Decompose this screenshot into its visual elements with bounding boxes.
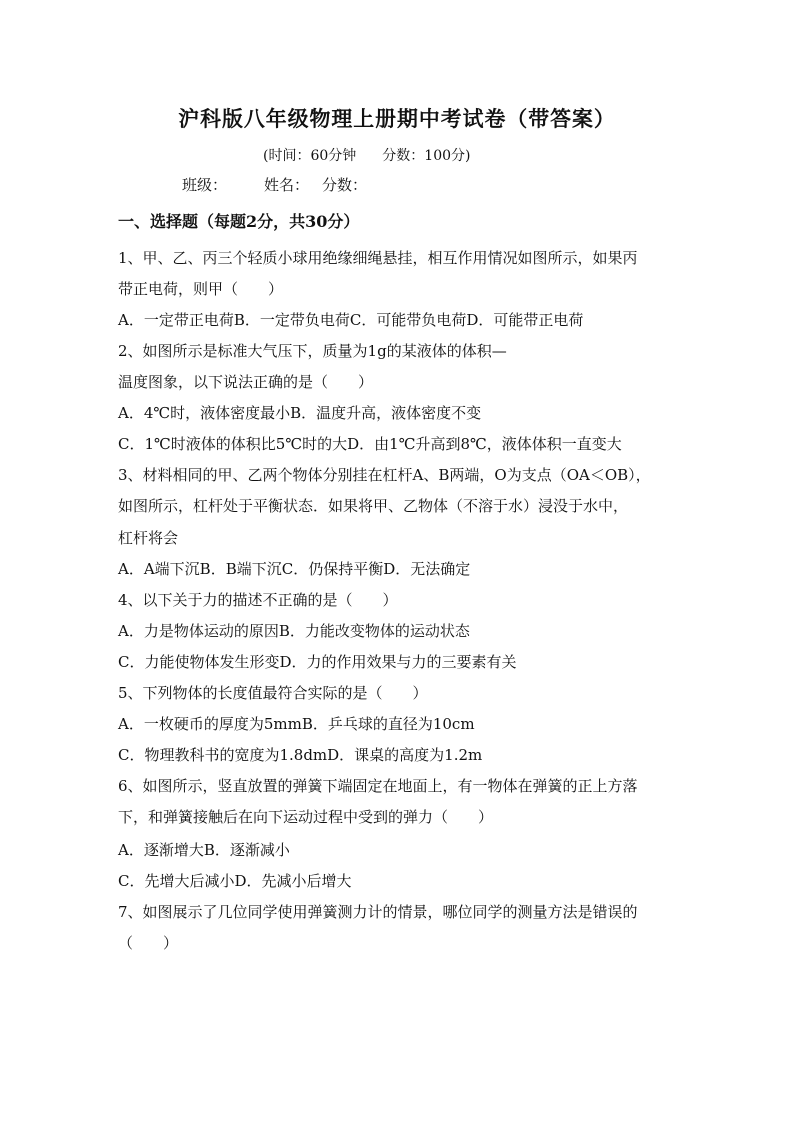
question-line: A．逐渐增大B．逐渐减小 [118, 841, 290, 859]
name-label: 姓名： [264, 176, 310, 194]
question-line: 下，和弹簧接触后在向下运动过程中受到的弹力（ ） [118, 808, 494, 826]
question-line: 5、下列物体的长度值最符合实际的是（ ） [118, 684, 428, 702]
question-line: 3、材料相同的甲、乙两个物体分别挂在杠杆A、B两端，O为支点（OA＜OB）， [118, 466, 651, 484]
question-line: 2、如图所示是标准大气压下，质量为1g的某液体的体积— [118, 342, 507, 360]
question-line: 杠杆将会 [118, 529, 179, 547]
section-title: 一、选择题（每题2分，共30分） [118, 212, 360, 231]
question-line: 温度图象，以下说法正确的是（ ） [118, 373, 374, 391]
student-info [182, 174, 367, 195]
exam-total-score: 分数：100分) [382, 148, 471, 164]
score-label: 分数： [322, 176, 368, 194]
question-line: 1、甲、乙、丙三个轻质小球用绝缘细绳悬挂，相互作用情况如图所示，如果丙 [118, 249, 638, 267]
question-line: A．力是物体运动的原因B．力能改变物体的运动状态 [118, 622, 470, 640]
exam-time-and-score [263, 145, 470, 165]
question-line: 4、以下关于力的描述不正确的是（ ） [118, 591, 398, 609]
question-line: A．一枚硬币的厚度为5mmB．乒乓球的直径为10cm [118, 715, 475, 733]
question-line: A．一定带正电荷B．一定带负电荷C．可能带负电荷D．可能带正电荷 [118, 311, 584, 329]
question-line: 如图所示，杠杆处于平衡状态．如果将甲、乙物体（不溶于水）浸没于水中， [118, 497, 629, 515]
question-line: 7、如图展示了几位同学使用弹簧测力计的情景，哪位同学的测量方法是错误的 [118, 903, 638, 921]
question-line: （ ） [118, 934, 179, 952]
question-line: A．A端下沉B．B端下沉C．仍保持平衡D．无法确定 [118, 560, 471, 578]
question-line: A．4℃时，液体密度最小B．温度升高，液体密度不变 [118, 404, 482, 422]
class-label: 班级： [182, 176, 228, 194]
page-title: 沪科版八年级物理上册期中考试卷（带答案） [178, 106, 616, 131]
question-line: 6、如图所示，竖直放置的弹簧下端固定在地面上，有一物体在弹簧的正上方落 [118, 777, 638, 795]
question-line: 带正电荷，则甲（ ） [118, 280, 284, 298]
question-line: C．先增大后减小D．先减小后增大 [118, 872, 352, 890]
question-line: C．物理教科书的宽度为1.8dmD．课桌的高度为1.2m [118, 746, 483, 764]
exam-time: (时间：60分钟 [263, 148, 357, 164]
question-line: C．力能使物体发生形变D．力的作用效果与力的三要素有关 [118, 653, 517, 671]
question-line: C．1℃时液体的体积比5℃时的大D．由1℃升高到8℃，液体体积一直变大 [118, 435, 622, 453]
